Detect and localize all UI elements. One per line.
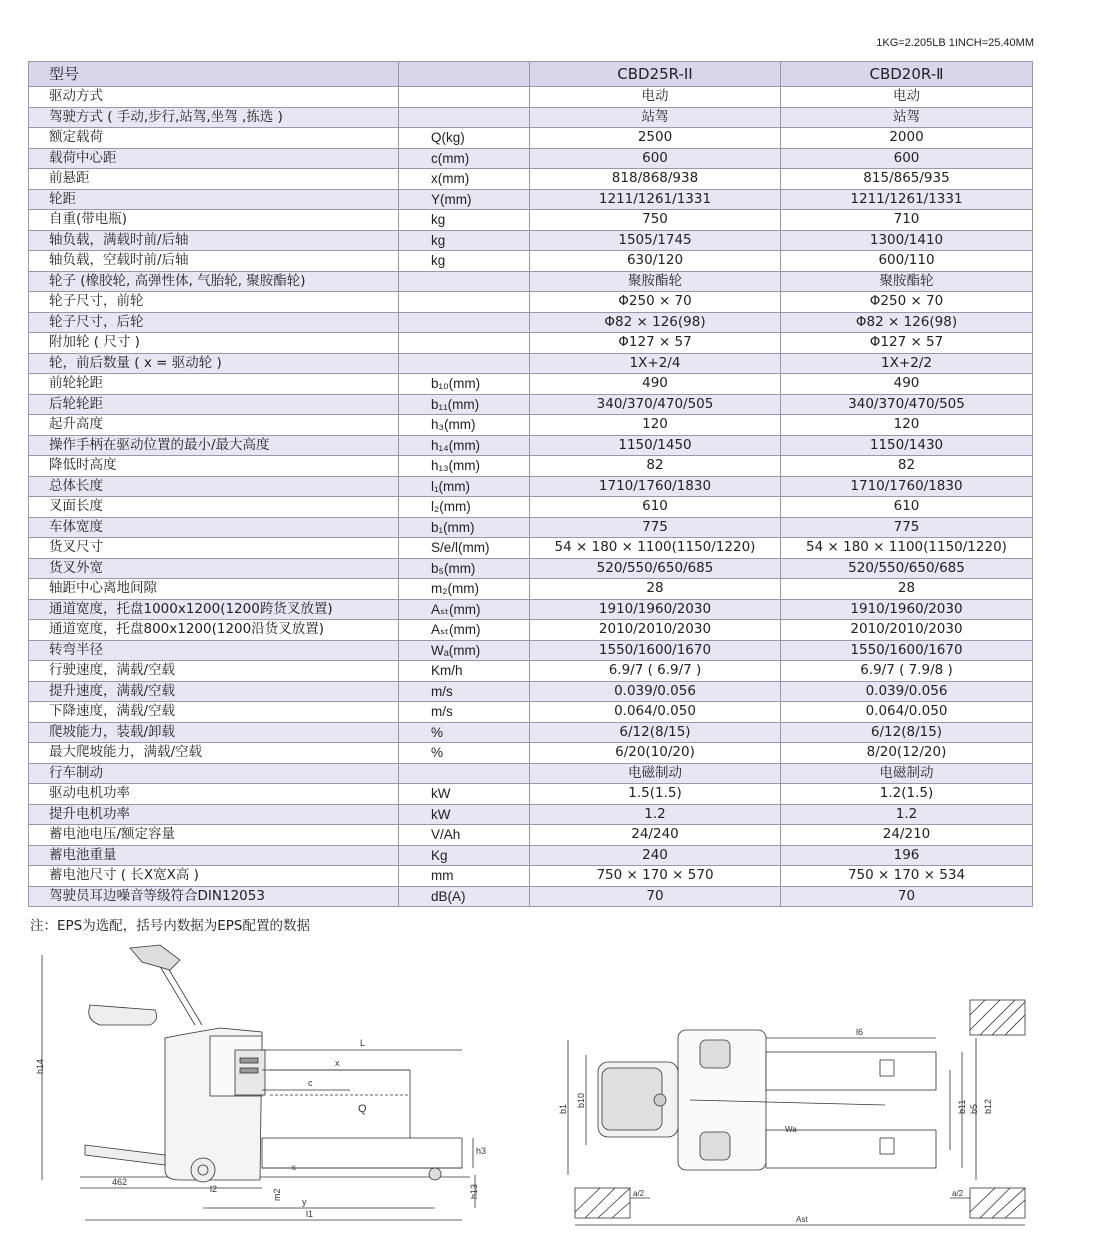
row-label: 驾驶员耳边噪音等级符合DIN12053 [29,886,399,907]
row-label: 行车制动 [29,763,399,784]
row-unit: b₅(mm) [399,558,530,579]
row-label: 轴距中心离地间隙 [29,579,399,600]
row-label: 降低时高度 [29,456,399,477]
table-row [29,640,1033,661]
row-unit [399,87,530,108]
dim-h13: h13 [469,1183,479,1199]
row-value-b: 28 [781,579,1033,600]
table-row [29,681,1033,702]
row-label: 通道宽度，托盘800x1200(1200沿货叉放置) [29,620,399,641]
row-value-a: 1X+2/4 [530,353,781,374]
row-unit [399,312,530,333]
dimension-drawings [30,940,1040,1235]
row-label: 轮子 (橡胶轮, 高弹性体, 气胎轮, 聚胺酯轮) [29,271,399,292]
row-value-b: 600/110 [781,251,1033,272]
row-value-a: 775 [530,517,781,538]
row-unit: % [399,743,530,764]
row-value-b: 2000 [781,128,1033,149]
row-value-b: 600 [781,148,1033,169]
row-unit: kg [399,210,530,231]
table-row [29,825,1033,846]
row-value-a: 610 [530,497,781,518]
header-model-b: CBD20R-Ⅱ [781,62,1033,87]
table-row [29,230,1033,251]
row-unit: h₁₃(mm) [399,456,530,477]
row-value-a: 490 [530,374,781,395]
row-value-a: 54 × 180 × 1100(1150/1220) [530,538,781,559]
row-unit: Aₛₜ(mm) [399,599,530,620]
row-value-a: 电动 [530,87,781,108]
table-row [29,210,1033,231]
row-unit: m/s [399,681,530,702]
table-row [29,784,1033,805]
row-label: 起升高度 [29,415,399,436]
row-value-a: 0.039/0.056 [530,681,781,702]
row-label: 叉面长度 [29,497,399,518]
row-unit: Y(mm) [399,189,530,210]
table-row [29,476,1033,497]
row-unit: mm [399,866,530,887]
row-unit: c(mm) [399,148,530,169]
dim-h3: h3 [476,1146,487,1156]
table-row [29,374,1033,395]
row-value-b: 82 [781,456,1033,477]
row-label: 自重(带电瓶) [29,210,399,231]
units-note: 1KG=2.205LB 1INCH=25.40MM [876,37,1034,49]
row-unit [399,333,530,354]
row-label: 轮子尺寸，前轮 [29,292,399,313]
row-value-b: 1.2(1.5) [781,784,1033,805]
row-unit: kW [399,804,530,825]
row-label: 操作手柄在驱动位置的最小/最大高度 [29,435,399,456]
row-value-a: 6/20(10/20) [530,743,781,764]
row-label: 轮，前后数量 ( x = 驱动轮 ) [29,353,399,374]
row-unit: kg [399,230,530,251]
row-label: 轴负载，空载时前/后轴 [29,251,399,272]
table-row [29,517,1033,538]
row-value-b: 1211/1261/1331 [781,189,1033,210]
table-row [29,886,1033,907]
row-value-a: 24/240 [530,825,781,846]
row-unit: V/Ah [399,825,530,846]
row-unit: l₂(mm) [399,497,530,518]
table-row [29,804,1033,825]
row-unit: h₃(mm) [399,415,530,436]
row-label: 货叉尺寸 [29,538,399,559]
row-value-b: 490 [781,374,1033,395]
spec-table [28,61,1033,907]
row-label: 驱动电机功率 [29,784,399,805]
row-value-b: 电磁制动 [781,763,1033,784]
table-row [29,435,1033,456]
row-value-a: 1150/1450 [530,435,781,456]
row-value-a: 1211/1261/1331 [530,189,781,210]
table-row [29,722,1033,743]
row-value-b: 340/370/470/505 [781,394,1033,415]
row-value-a: 630/120 [530,251,781,272]
row-label: 爬坡能力，装载/卸载 [29,722,399,743]
row-value-b: 8/20(12/20) [781,743,1033,764]
row-value-a: 0.064/0.050 [530,702,781,723]
row-value-b: 电动 [781,87,1033,108]
row-label: 附加轮 ( 尺寸 ) [29,333,399,354]
dim-l1: l1 [306,1209,314,1219]
row-value-a: 240 [530,845,781,866]
row-unit: b₁₁(mm) [399,394,530,415]
row-unit: x(mm) [399,169,530,190]
row-unit: kW [399,784,530,805]
row-label: 行驶速度，满载/空载 [29,661,399,682]
row-value-b: 1300/1410 [781,230,1033,251]
dim-y: y [302,1197,307,1207]
row-value-b: 聚胺酯轮 [781,271,1033,292]
row-label: 载荷中心距 [29,148,399,169]
dim-b1: b1 [558,1103,568,1114]
dim-s: s [292,1163,296,1172]
table-row [29,661,1033,682]
row-value-a: 600 [530,148,781,169]
row-value-a: 340/370/470/505 [530,394,781,415]
row-value-b: 120 [781,415,1033,436]
spec-table-body [29,87,1033,907]
dim-462: 462 [112,1177,128,1187]
dim-a2-right: a/2 [952,1189,964,1198]
row-label: 最大爬坡能力，满载/空载 [29,743,399,764]
table-row [29,353,1033,374]
table-row [29,148,1033,169]
row-unit: m/s [399,702,530,723]
row-label: 蓄电池尺寸 ( 长X宽X高 ) [29,866,399,887]
row-unit: b₁(mm) [399,517,530,538]
row-value-b: 1910/1960/2030 [781,599,1033,620]
row-value-a: 2010/2010/2030 [530,620,781,641]
row-unit: Kg [399,845,530,866]
dim-b11: b11 [957,1099,967,1114]
row-unit: h₁₄(mm) [399,435,530,456]
table-row [29,866,1033,887]
row-value-b: 0.039/0.056 [781,681,1033,702]
table-row [29,333,1033,354]
table-header-row [29,62,1033,87]
row-value-b: 610 [781,497,1033,518]
row-label: 提升速度，满载/空载 [29,681,399,702]
table-row [29,394,1033,415]
row-value-b: 70 [781,886,1033,907]
row-label: 转弯半径 [29,640,399,661]
table-row [29,271,1033,292]
table-row [29,620,1033,641]
row-value-b: 1550/1600/1670 [781,640,1033,661]
row-value-b: 1X+2/2 [781,353,1033,374]
row-value-b: 710 [781,210,1033,231]
row-value-b: 站驾 [781,107,1033,128]
table-row [29,599,1033,620]
row-label: 蓄电池重量 [29,845,399,866]
dim-l6: l6 [856,1027,864,1037]
row-value-b: 750 × 170 × 534 [781,866,1033,887]
footnote: 注：EPS为选配，括号内数据为EPS配置的数据 [30,918,310,934]
table-row [29,87,1033,108]
row-value-a: 1.5(1.5) [530,784,781,805]
table-row [29,415,1033,436]
row-value-a: 82 [530,456,781,477]
row-value-a: Φ250 × 70 [530,292,781,313]
row-unit: S/e/l(mm) [399,538,530,559]
row-value-b: 54 × 180 × 1100(1150/1220) [781,538,1033,559]
table-row [29,312,1033,333]
row-unit: l₁(mm) [399,476,530,497]
row-label: 轴负载，满载时前/后轴 [29,230,399,251]
row-unit [399,292,530,313]
row-label: 后轮轮距 [29,394,399,415]
row-value-a: 818/868/938 [530,169,781,190]
row-value-a: 120 [530,415,781,436]
row-value-b: 1710/1760/1830 [781,476,1033,497]
dim-b5: b5 [969,1103,979,1114]
header-label: 型号 [29,62,399,87]
row-label: 蓄电池电压/额定容量 [29,825,399,846]
dim-L: L [360,1038,366,1048]
row-label: 车体宽度 [29,517,399,538]
side-view-drawing [35,945,486,1220]
dim-m2: m2 [272,1188,282,1201]
row-unit: Km/h [399,661,530,682]
dim-Ast: Ast [796,1215,808,1224]
row-value-a: 28 [530,579,781,600]
row-value-b: 775 [781,517,1033,538]
row-value-b: 1150/1430 [781,435,1033,456]
row-value-a: 聚胺酯轮 [530,271,781,292]
row-value-b: 24/210 [781,825,1033,846]
row-value-a: 1710/1760/1830 [530,476,781,497]
row-label: 轮子尺寸，后轮 [29,312,399,333]
header-model-a: CBD25R-II [530,62,781,87]
table-row [29,538,1033,559]
row-label: 轮距 [29,189,399,210]
table-row [29,107,1033,128]
row-label: 前轮轮距 [29,374,399,395]
row-value-a: 电磁制动 [530,763,781,784]
table-row [29,169,1033,190]
row-label: 驾驶方式 ( 手动,步行,站驾,坐驾 ,拣选 ) [29,107,399,128]
row-value-a: 750 [530,210,781,231]
table-row [29,189,1033,210]
row-unit: % [399,722,530,743]
row-unit: Wₐ(mm) [399,640,530,661]
row-value-b: 6.9/7 ( 7.9/8 ) [781,661,1033,682]
row-unit [399,107,530,128]
row-unit [399,353,530,374]
row-value-a: 1.2 [530,804,781,825]
row-unit [399,763,530,784]
row-value-b: 1.2 [781,804,1033,825]
row-label: 提升电机功率 [29,804,399,825]
row-unit: dB(A) [399,886,530,907]
row-unit [399,271,530,292]
table-row [29,128,1033,149]
dim-c: c [308,1078,313,1088]
dim-Q: Q [358,1103,367,1115]
row-value-a: 站驾 [530,107,781,128]
row-value-a: 750 × 170 × 570 [530,866,781,887]
table-row [29,763,1033,784]
row-label: 驱动方式 [29,87,399,108]
top-view-drawing [558,1000,1025,1225]
row-value-a: 1550/1600/1670 [530,640,781,661]
row-label: 下降速度，满载/空载 [29,702,399,723]
dim-h14: h14 [35,1058,45,1074]
table-row [29,558,1033,579]
row-label: 额定载荷 [29,128,399,149]
row-label: 前悬距 [29,169,399,190]
dim-Wa: Wa [785,1125,797,1134]
row-value-b: 6/12(8/15) [781,722,1033,743]
row-value-a: 70 [530,886,781,907]
dim-b12: b12 [983,1098,993,1114]
row-label: 通道宽度，托盘1000x1200(1200跨货叉放置) [29,599,399,620]
row-value-a: 6.9/7 ( 6.9/7 ) [530,661,781,682]
dim-a2-left: a/2 [633,1189,645,1198]
table-row [29,743,1033,764]
row-value-b: Φ82 × 126(98) [781,312,1033,333]
row-value-a: 2500 [530,128,781,149]
row-value-a: 520/550/650/685 [530,558,781,579]
dim-b10: b10 [576,1092,586,1108]
row-value-b: 520/550/650/685 [781,558,1033,579]
table-row [29,292,1033,313]
dim-x: x [335,1058,340,1068]
row-unit: Q(kg) [399,128,530,149]
row-value-a: 6/12(8/15) [530,722,781,743]
row-unit: Aₛₜ(mm) [399,620,530,641]
row-label: 货叉外宽 [29,558,399,579]
row-value-b: 0.064/0.050 [781,702,1033,723]
row-value-a: Φ127 × 57 [530,333,781,354]
table-row [29,702,1033,723]
dim-l2: l2 [210,1184,218,1194]
row-value-b: Φ250 × 70 [781,292,1033,313]
table-row [29,497,1033,518]
row-value-a: Φ82 × 126(98) [530,312,781,333]
table-row [29,251,1033,272]
row-value-a: 1505/1745 [530,230,781,251]
row-label: 总体长度 [29,476,399,497]
row-value-b: Φ127 × 57 [781,333,1033,354]
row-unit: b₁₀(mm) [399,374,530,395]
header-unit [399,62,530,87]
row-unit: m₂(mm) [399,579,530,600]
row-value-b: 815/865/935 [781,169,1033,190]
table-row [29,845,1033,866]
table-row [29,579,1033,600]
row-value-b: 196 [781,845,1033,866]
row-value-a: 1910/1960/2030 [530,599,781,620]
row-unit: kg [399,251,530,272]
row-value-b: 2010/2010/2030 [781,620,1033,641]
table-row [29,456,1033,477]
